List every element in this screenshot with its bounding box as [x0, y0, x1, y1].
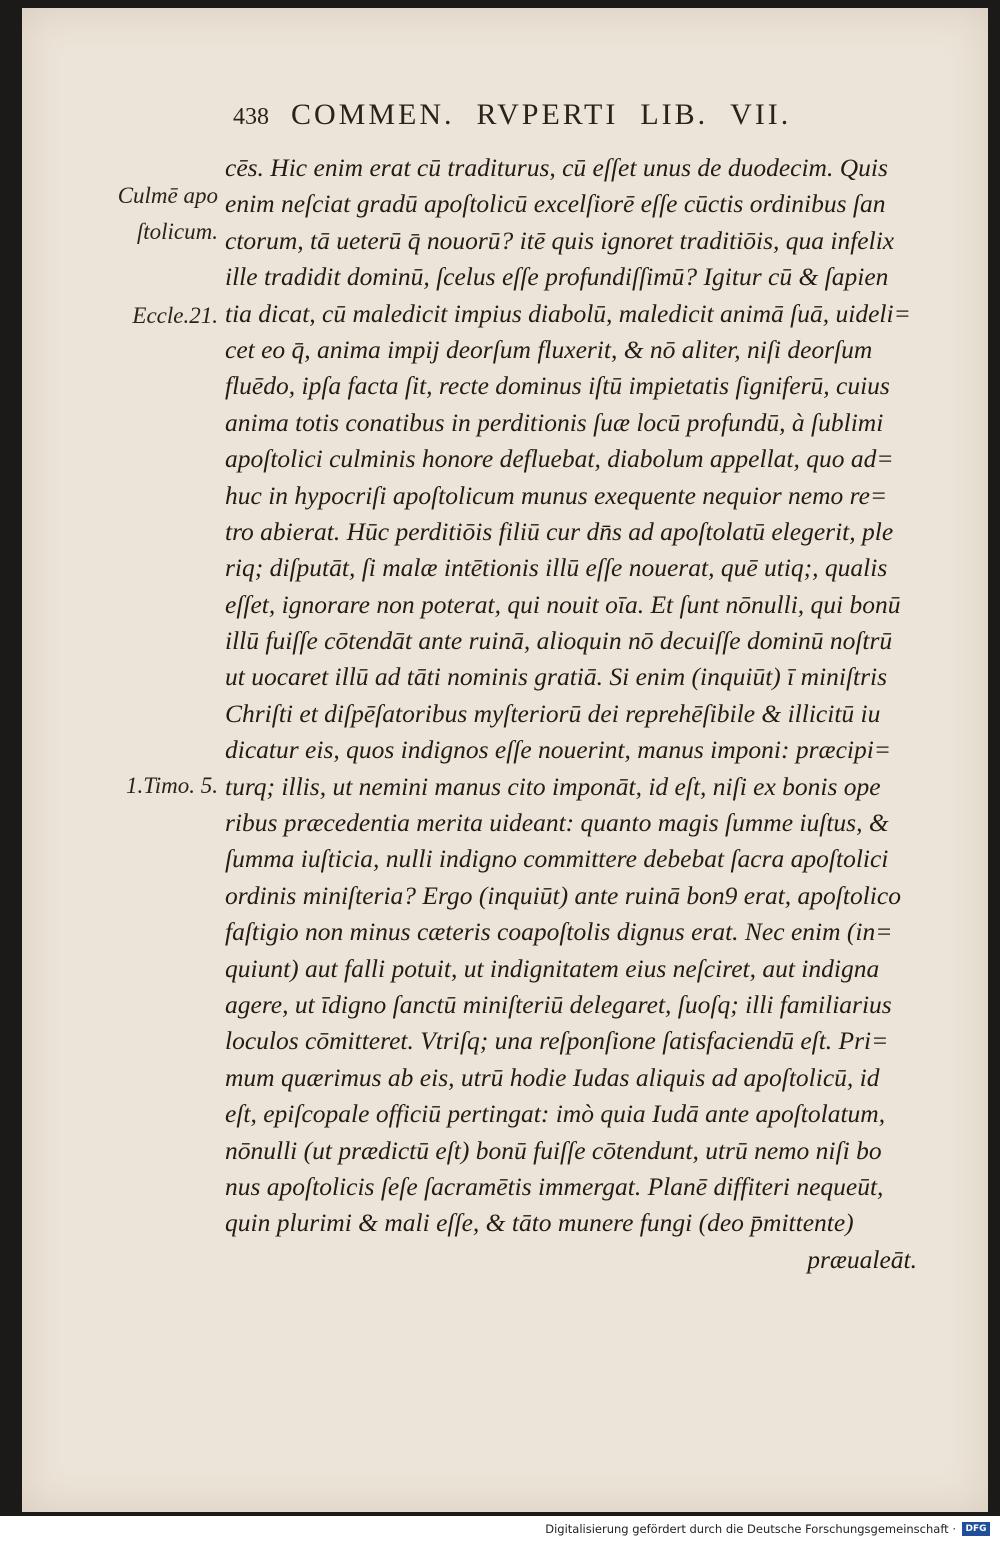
text-line: dicatur eis, quos indignos eſſe nouerint, manus imponi: præcipi= [225, 735, 892, 765]
text-line: nus apoſtolicis ſeſe ſacramētis immergat. Planē diffiteri nequeūt, [225, 1171, 884, 1201]
text-line: eſſet, ignorare non poterat, qui nouit oīa. Et ſunt nōnulli, qui bonū [225, 589, 901, 619]
marginal-note: 1.Timo. 5. [125, 773, 218, 798]
text-line: ut uocaret illū ad tāti nominis gratiā. Si enim (inquiūt) ī miniſtris [225, 662, 888, 692]
text-line: huc in hypocriſi apoſtolicum munus exequente nequior nemo re= [225, 480, 888, 510]
page-number: 438 [233, 104, 269, 130]
text-line: illū fuiſſe cōtendāt ante ruinā, alioquin nō decuiſſe dominū noſtrū [225, 626, 893, 656]
marginal-note: Eccle.21. [132, 303, 218, 328]
text-line: enim neſciat gradū apoſtolicū excelſiorē eſſe cūctis ordinibus ſan [225, 189, 886, 219]
text-line: fluēdo, ipſa facta ſit, recte dominus iſtū impietatis ſigniferū, cuius [225, 371, 890, 401]
catchword: præualeāt. [807, 1244, 917, 1274]
text-line: ordinis miniſteria? Ergo (inquiūt) ante ruinā bon9 erat, apoſtolico [225, 880, 901, 910]
text-line: tro abierat. Hūc perditiōis filiū cur dn̄s ad apoſtolatū elegerit, ple [225, 516, 894, 546]
running-title-word: RVPERTI [476, 98, 619, 131]
text-line: cēs. Hic enim erat cū traditurus, cū eſſet unus de duodecim. Quis [225, 153, 888, 182]
text-line: quiunt) aut falli potuit, ut indignitatem eius neſciret, aut indigna [225, 953, 880, 983]
running-title-word: VII. [730, 98, 792, 131]
text-line: faſtigio non minus cæteris coapoſtolis dignus erat. Nec enim (in= [225, 917, 893, 947]
text-line: ſumma iuſticia, nulli indigno committere debebat ſacra apoſtolici [225, 844, 889, 874]
text-line: riq; diſputāt, ſi malæ intētionis illū eſſe nouerat, quē utiq;, qualis [225, 553, 888, 583]
marginal-note: Culmē apo [117, 183, 218, 208]
text-line: ille tradidit dominū, ſcelus eſſe profundiſſimū? Igitur cū & ſapien [225, 262, 889, 292]
text-line: anima totis conatibus in perditionis ſuæ locū profundū, à ſublimi [225, 407, 884, 437]
text-line: quin plurimi & mali eſſe, & tāto munere fungi (deo p̄mittente) [225, 1208, 854, 1238]
running-title-word: LIB. [640, 98, 709, 131]
text-line: ribus præcedentia merita uideant: quanto magis ſumme iuſtus, & [225, 808, 889, 838]
running-title-word: COMMEN. [291, 98, 455, 131]
text-line: ctorum, tā ueterū q̄ nouorū? itē quis ignoret traditiōis, qua infelix [225, 225, 895, 255]
text-line: cet eo q̄, anima impij deorſum fluxerit, & nō aliter, niſi deorſum [225, 334, 873, 364]
dfg-logo: DFG [962, 1522, 990, 1536]
running-header [233, 98, 893, 140]
text-line: agere, ut īdigno ſanctū miniſteriū delegaret, ſuoſq; illi familiarius [225, 989, 892, 1019]
text-line: mum quærimus ab eis, utrū hodie Iudas aliquis ad apoſtolicū, id [225, 1062, 880, 1092]
text-line: turq; illis, ut nemini manus cito imponāt, id eſt, niſi ex bonis ope [225, 771, 881, 801]
digitization-footer [0, 1516, 1000, 1541]
text-line: tia dicat, cū maledicit impius diabolū, maledicit animā ſuā, uideli= [225, 298, 911, 328]
text-line: apoſtolici culminis honore defluebat, diabolum appellat, quo ad= [225, 444, 894, 474]
main-text-block [225, 150, 925, 1278]
text-line: eſt, epiſcopale officiū pertingat: imò quia Iudā ante apoſtolatum, [225, 1099, 886, 1129]
text-line: loculos cōmitteret. Vtriſq; una reſponſione ſatisfaciendū eſt. Pri= [225, 1026, 889, 1056]
text-line: nōnulli (ut prædictū eſt) bonū fuiſſe cōtendunt, utrū nemo niſi bo [225, 1135, 882, 1165]
marginal-note: ſtolicum. [136, 219, 218, 244]
funding-note: Digitalisierung gefördert durch die Deutsche Forschungsgemeinschaft · [545, 1521, 956, 1536]
text-line: Chriſti et diſpēſatoribus myſteriorū dei reprehēſibile & illicitū iu [225, 698, 881, 728]
